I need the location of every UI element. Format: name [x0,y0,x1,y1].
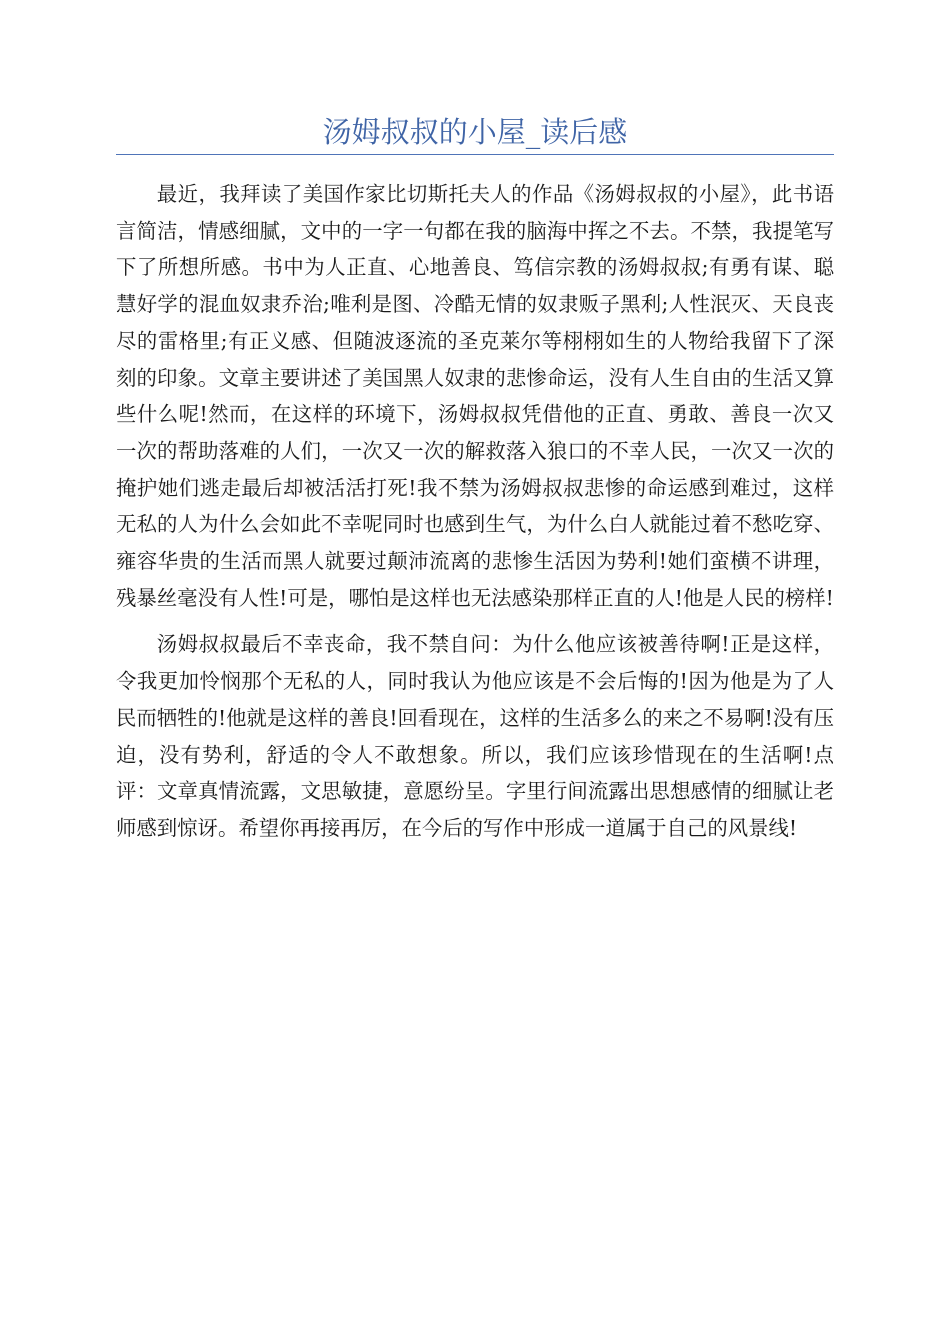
document-title: 汤姆叔叔的小屋_读后感 [322,115,628,149]
paragraph-2: 汤姆叔叔最后不幸丧命，我不禁自问：为什么他应该被善待啊!正是这样，令我更加怜悯那个无私的人，同时我认为他应该是不会后悔的!因为他是为了人民而牺牲的!他就是这样的善良!回看现在，这样的生活多么的来之不易啊!没有压迫，没有势利，舒适的令人不敢想象。所以，我们应该珍惜现在的生活啊!点评：文章真情流露，文思敏捷，意愿纷呈。字里行间流露出思想感情的细腻让老师感到惊讶。希望你再接再厉，在今后的写作中形成一道属于自己的风景线! [116,632,834,840]
paragraph-1: 最近，我拜读了美国作家比切斯托夫人的作品《汤姆叔叔的小屋》，此书语言简洁，情感细腻，文中的一字一句都在我的脑海中挥之不去。不禁，我提笔写下了所想所感。书中为人正直、心地善良、笃信宗教的汤姆叔叔;有勇有谋、聪慧好学的混血奴隶乔治;唯利是图、冷酷无情的奴隶贩子黑利;人性泯灭、天良丧尽的雷格里;有正义感、但随波逐流的圣克莱尔等栩栩如生的人物给我留下了深刻的印象。文章主要讲述了美国黑人奴隶的悲惨命运，没有人生自由的生活又算些什么呢!然而，在这样的环境下，汤姆叔叔凭借他的正直、勇敢、善良一次又一次的帮助落难的人们，一次又一次的解救落入狼口的不幸人民，一次又一次的掩护她们逃走最后却被活活打死!我不禁为汤姆叔叔悲惨的命运感到难过，这样无私的人为什么会如此不幸呢同时也感到生气，为什么白人就能过着不愁吃穿、雍容华贵的生活而黑人就要过颠沛流离的悲惨生活因为势利!她们蛮横不讲理，残暴丝毫没有人性!可是，哪怕是这样也无法感染那样正直的人!他是人民的榜样! [116,182,834,610]
document-body [116,176,834,847]
title-underline [116,154,834,155]
